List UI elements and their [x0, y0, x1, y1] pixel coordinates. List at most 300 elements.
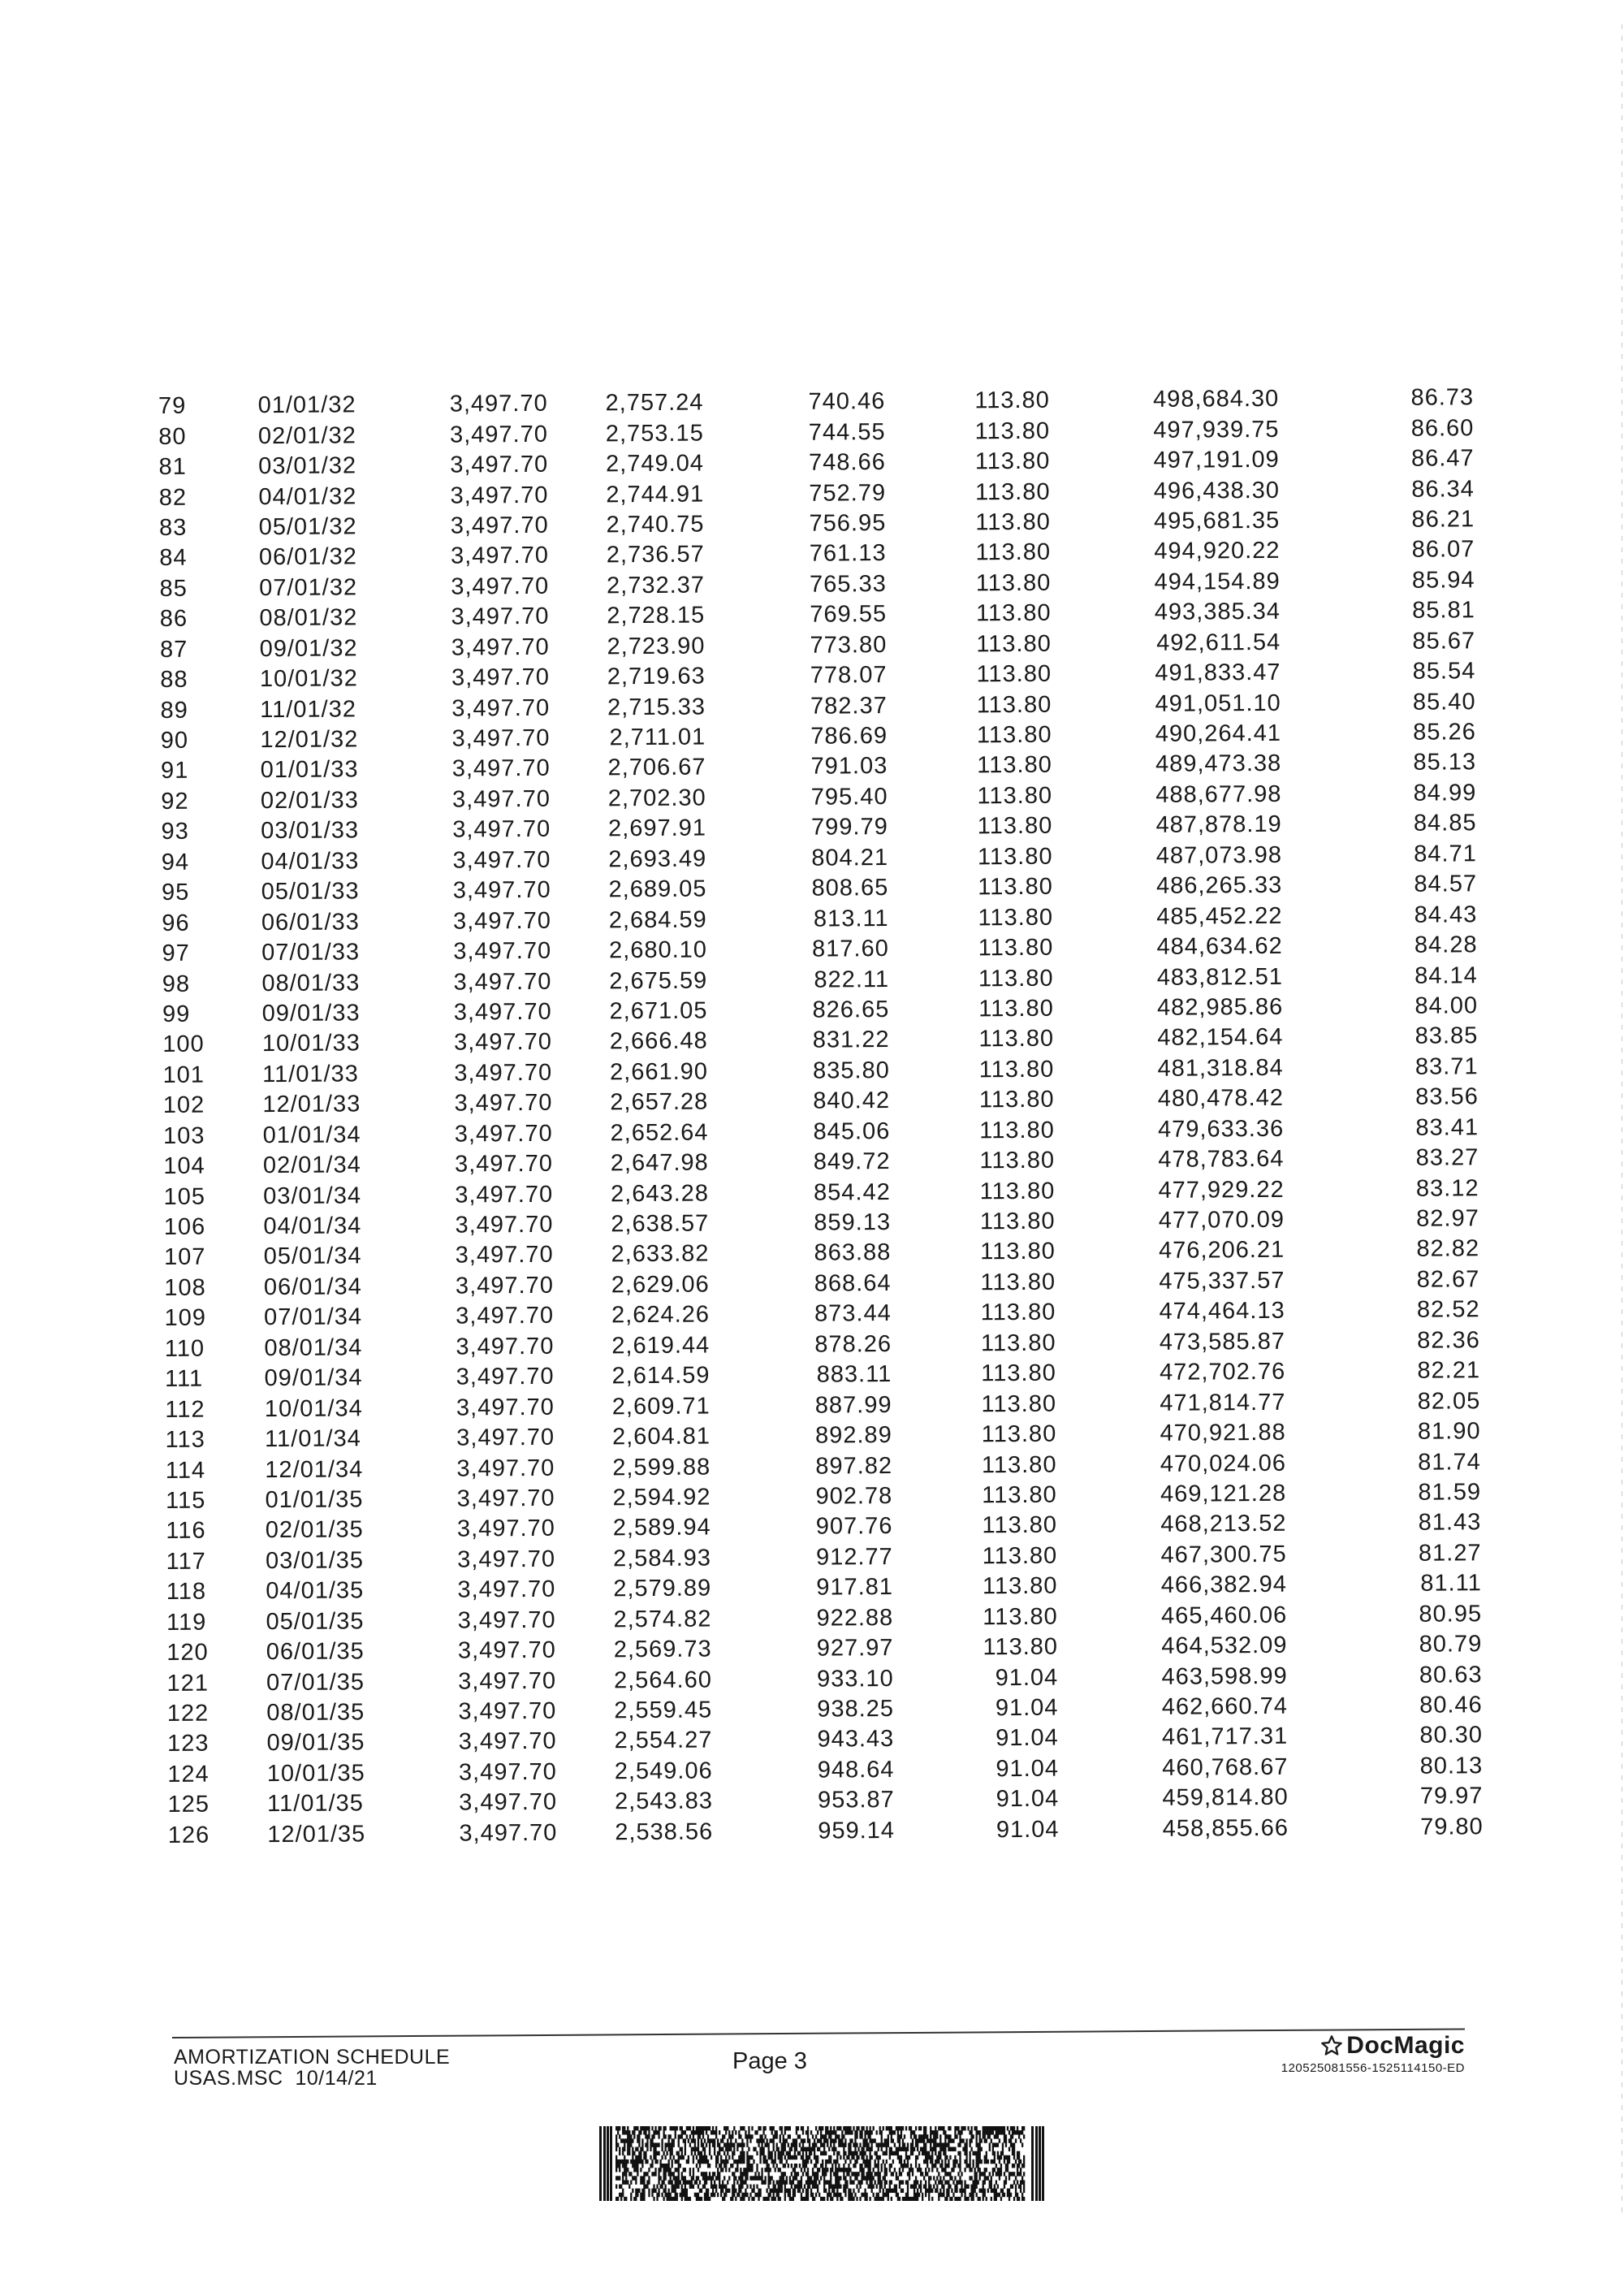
mortgage-insurance: 113.80 — [982, 1481, 1057, 1509]
interest-amount: 2,744.91 — [606, 481, 705, 508]
interest-amount: 2,657.28 — [610, 1088, 709, 1116]
ltv-percent: 82.21 — [1417, 1357, 1481, 1384]
ltv-percent: 84.43 — [1414, 901, 1478, 928]
payment-amount: 3,497.70 — [451, 633, 550, 661]
payment-amount: 3,497.70 — [450, 543, 550, 570]
principal-amount: 791.03 — [810, 753, 888, 780]
mortgage-insurance: 91.04 — [995, 1694, 1059, 1722]
ltv-percent: 82.67 — [1416, 1266, 1480, 1293]
mortgage-insurance: 113.80 — [978, 873, 1053, 901]
payment-date: 08/01/34 — [264, 1334, 363, 1361]
payment-date: 05/01/32 — [258, 513, 357, 541]
loan-balance: 466,382.94 — [1160, 1571, 1288, 1599]
payment-number: 107 — [163, 1244, 206, 1271]
payment-date: 07/01/32 — [259, 574, 358, 602]
interest-amount: 2,666.48 — [609, 1027, 708, 1055]
payment-amount: 3,497.70 — [455, 1272, 554, 1299]
payment-date: 02/01/35 — [265, 1516, 364, 1544]
mortgage-insurance: 113.80 — [978, 1026, 1055, 1053]
ltv-percent: 86.47 — [1410, 445, 1475, 472]
principal-amount: 804.21 — [811, 844, 889, 871]
mortgage-insurance: 113.80 — [982, 1512, 1058, 1539]
payment-amount: 3,497.70 — [450, 482, 549, 509]
interest-amount: 2,749.04 — [606, 450, 705, 478]
payment-number: 112 — [165, 1396, 205, 1423]
loan-balance: 491,833.47 — [1155, 659, 1281, 687]
principal-amount: 813.11 — [813, 905, 889, 932]
payment-amount: 3,497.70 — [458, 1728, 557, 1756]
payment-amount: 3,497.70 — [457, 1546, 556, 1573]
mortgage-insurance: 113.80 — [981, 1390, 1057, 1417]
star-outline-icon — [1320, 2034, 1343, 2057]
principal-amount: 948.64 — [817, 1756, 895, 1783]
ltv-percent: 85.26 — [1413, 719, 1476, 746]
payment-date: 06/01/32 — [258, 543, 357, 571]
ltv-percent: 86.34 — [1411, 475, 1475, 503]
payment-date: 06/01/35 — [266, 1638, 365, 1666]
loan-balance: 482,154.64 — [1157, 1024, 1284, 1052]
principal-amount: 744.55 — [808, 418, 886, 446]
mortgage-insurance: 113.80 — [978, 965, 1054, 992]
interest-amount: 2,757.24 — [605, 389, 704, 417]
loan-balance: 474,464.13 — [1159, 1298, 1285, 1325]
ltv-percent: 86.73 — [1410, 384, 1475, 411]
mortgage-insurance: 113.80 — [979, 1208, 1056, 1235]
payment-amount: 3,497.70 — [452, 907, 552, 935]
payment-date: 06/01/34 — [263, 1273, 362, 1301]
payment-amount: 3,497.70 — [459, 1789, 558, 1816]
loan-balance: 487,878.19 — [1155, 811, 1282, 839]
payment-number: 99 — [162, 1001, 191, 1027]
mortgage-insurance: 91.04 — [996, 1755, 1060, 1783]
interest-amount: 2,702.30 — [607, 785, 706, 812]
payment-date: 08/01/33 — [261, 969, 361, 996]
principal-amount: 959.14 — [818, 1817, 896, 1844]
footer-form-info — [174, 2047, 450, 2089]
schedule-rows — [158, 383, 1484, 1851]
loan-balance: 486,265.33 — [1155, 872, 1283, 900]
payment-date: 03/01/32 — [258, 452, 357, 480]
ltv-percent: 81.43 — [1418, 1509, 1482, 1537]
payment-amount: 3,497.70 — [454, 1120, 553, 1148]
loan-balance: 489,473.38 — [1155, 750, 1282, 778]
interest-amount: 2,693.49 — [608, 845, 707, 873]
ltv-percent: 86.60 — [1410, 414, 1475, 442]
interest-amount: 2,584.93 — [612, 1545, 712, 1572]
payment-number: 106 — [163, 1213, 206, 1241]
loan-balance: 485,452.22 — [1156, 902, 1283, 930]
interest-amount: 2,728.15 — [607, 602, 706, 629]
mortgage-insurance: 113.80 — [982, 1572, 1058, 1600]
payment-amount: 3,497.70 — [449, 421, 549, 448]
interest-amount: 2,643.28 — [610, 1180, 710, 1207]
payment-number: 82 — [158, 484, 188, 511]
loan-balance: 475,337.57 — [1159, 1267, 1285, 1295]
mortgage-insurance: 113.80 — [978, 995, 1054, 1022]
principal-amount: 765.33 — [810, 570, 887, 598]
mortgage-insurance: 113.80 — [979, 1178, 1056, 1204]
ltv-percent: 83.85 — [1415, 1022, 1479, 1050]
mortgage-insurance: 113.80 — [981, 1360, 1056, 1387]
mortgage-insurance: 113.80 — [977, 843, 1053, 871]
payment-number: 93 — [161, 819, 189, 845]
loan-balance: 477,929.22 — [1158, 1176, 1285, 1204]
loan-balance: 491,051.10 — [1155, 690, 1281, 717]
mortgage-insurance: 91.04 — [996, 1725, 1059, 1752]
principal-amount: 756.95 — [809, 510, 887, 537]
payment-date: 02/01/33 — [260, 787, 359, 815]
principal-amount: 917.81 — [816, 1574, 894, 1601]
ltv-percent: 80.30 — [1419, 1722, 1484, 1749]
payment-amount: 3,497.70 — [456, 1333, 555, 1360]
ltv-percent: 84.85 — [1413, 810, 1477, 837]
principal-amount: 831.22 — [812, 1027, 890, 1054]
payment-amount: 3,497.70 — [458, 1667, 557, 1695]
ltv-percent: 85.81 — [1412, 597, 1475, 625]
interest-amount: 2,599.88 — [612, 1454, 711, 1481]
payment-number: 97 — [162, 940, 190, 967]
payment-date: 02/01/32 — [257, 422, 356, 449]
payment-number: 100 — [162, 1031, 205, 1058]
payment-number: 85 — [159, 575, 188, 602]
mortgage-insurance: 113.80 — [978, 1056, 1055, 1083]
loan-balance: 473,585.87 — [1159, 1328, 1286, 1355]
payment-number: 121 — [166, 1670, 209, 1697]
payment-amount: 3,497.70 — [451, 573, 550, 600]
payment-date: 05/01/34 — [263, 1243, 362, 1270]
payment-date: 11/01/34 — [265, 1425, 361, 1453]
mortgage-insurance: 113.80 — [977, 782, 1053, 810]
mortgage-insurance: 113.80 — [981, 1420, 1057, 1448]
loan-balance: 480,478.42 — [1157, 1085, 1285, 1113]
loan-balance: 494,154.89 — [1154, 568, 1281, 595]
ltv-percent: 84.71 — [1414, 841, 1477, 867]
principal-amount: 912.77 — [815, 1543, 893, 1571]
payment-amount: 3,497.70 — [457, 1576, 556, 1603]
interest-amount: 2,579.89 — [613, 1575, 712, 1602]
payment-number: 116 — [166, 1518, 206, 1545]
interest-amount: 2,671.05 — [609, 997, 708, 1025]
payment-amount: 3,497.70 — [451, 724, 551, 752]
principal-amount: 822.11 — [814, 966, 890, 993]
loan-balance: 487,073.98 — [1155, 841, 1283, 869]
principal-amount: 883.11 — [816, 1361, 892, 1388]
ltv-percent: 84.57 — [1414, 871, 1478, 897]
payment-amount: 3,497.70 — [458, 1697, 557, 1725]
mortgage-insurance: 113.80 — [976, 691, 1052, 718]
ltv-percent: 85.94 — [1411, 567, 1475, 594]
principal-amount: 854.42 — [813, 1178, 891, 1206]
payment-date: 10/01/32 — [259, 665, 358, 693]
ltv-percent: 84.99 — [1413, 780, 1477, 806]
payment-amount: 3,497.70 — [456, 1485, 555, 1512]
ltv-percent: 85.54 — [1412, 658, 1476, 685]
loan-balance: 468,213.52 — [1160, 1511, 1287, 1538]
loan-balance: 493,385.34 — [1154, 599, 1281, 626]
payment-date: 09/01/33 — [261, 1000, 361, 1027]
payment-date: 09/01/34 — [264, 1364, 363, 1392]
payment-date: 05/01/33 — [261, 878, 360, 906]
payment-date: 12/01/34 — [265, 1455, 364, 1483]
mortgage-insurance: 113.80 — [976, 660, 1052, 688]
interest-amount: 2,661.90 — [609, 1058, 709, 1086]
payment-date: 11/01/35 — [266, 1790, 364, 1818]
interest-amount: 2,675.59 — [609, 967, 708, 994]
payment-date: 09/01/32 — [259, 635, 358, 662]
payment-number: 95 — [161, 879, 190, 906]
loan-balance: 497,191.09 — [1153, 446, 1280, 473]
payment-number: 126 — [167, 1822, 210, 1848]
principal-amount: 933.10 — [816, 1665, 894, 1693]
mortgage-insurance: 113.80 — [983, 1603, 1058, 1631]
loan-balance: 467,300.75 — [1160, 1541, 1287, 1568]
loan-balance: 488,677.98 — [1155, 780, 1282, 808]
principal-amount: 808.65 — [811, 875, 889, 901]
payment-amount: 3,497.70 — [454, 1059, 553, 1087]
payment-number: 118 — [166, 1578, 207, 1606]
payment-date: 01/01/33 — [260, 756, 359, 784]
interest-amount: 2,554.27 — [614, 1727, 713, 1754]
ltv-percent: 82.05 — [1417, 1387, 1481, 1415]
payment-number: 103 — [162, 1122, 205, 1149]
payment-date: 07/01/34 — [264, 1303, 363, 1331]
payment-amount: 3,497.70 — [456, 1455, 555, 1482]
principal-amount: 878.26 — [814, 1330, 892, 1358]
payment-number: 96 — [162, 910, 190, 936]
principal-amount: 868.64 — [814, 1269, 892, 1297]
payment-number: 105 — [163, 1183, 206, 1210]
mortgage-insurance: 113.80 — [975, 539, 1052, 566]
payment-number: 98 — [162, 971, 191, 997]
mortgage-insurance: 113.80 — [974, 417, 1051, 444]
payment-date: 11/01/33 — [262, 1061, 359, 1088]
ltv-percent: 82.82 — [1416, 1235, 1480, 1263]
payment-number: 86 — [159, 606, 188, 633]
principal-amount: 769.55 — [810, 601, 888, 628]
payment-number: 111 — [164, 1365, 204, 1393]
ltv-percent: 84.28 — [1414, 932, 1478, 958]
payment-date: 12/01/32 — [260, 726, 359, 754]
payment-number: 101 — [162, 1061, 205, 1088]
ltv-percent: 80.13 — [1419, 1753, 1484, 1779]
loan-balance: 495,681.35 — [1153, 507, 1281, 534]
payment-number: 125 — [167, 1791, 210, 1818]
mortgage-insurance: 113.80 — [979, 1117, 1055, 1144]
payment-number: 91 — [160, 758, 189, 785]
interest-amount: 2,569.73 — [613, 1636, 712, 1663]
payment-amount: 3,497.70 — [450, 451, 549, 478]
mortgage-insurance: 113.80 — [980, 1269, 1056, 1296]
loan-balance: 461,717.31 — [1161, 1723, 1289, 1751]
mortgage-insurance: 113.80 — [978, 1086, 1055, 1113]
interest-amount: 2,574.82 — [613, 1606, 712, 1633]
principal-amount: 892.89 — [814, 1422, 892, 1449]
loan-balance: 498,684.30 — [1152, 386, 1280, 413]
principal-amount: 748.66 — [809, 449, 886, 476]
payment-amount: 3,497.70 — [451, 694, 551, 722]
payment-amount: 3,497.70 — [452, 816, 551, 843]
interest-amount: 2,609.71 — [611, 1393, 710, 1420]
mortgage-insurance: 113.80 — [978, 904, 1054, 931]
payment-amount: 3,497.70 — [457, 1606, 556, 1634]
payment-number: 114 — [165, 1457, 206, 1484]
payment-date: 10/01/33 — [261, 1030, 361, 1057]
payment-number: 80 — [158, 423, 187, 450]
interest-amount: 2,753.15 — [605, 420, 704, 447]
ltv-percent: 85.67 — [1412, 627, 1476, 655]
interest-amount: 2,564.60 — [613, 1667, 713, 1693]
payment-date: 06/01/33 — [261, 909, 360, 936]
ltv-percent: 86.21 — [1411, 506, 1475, 533]
principal-amount: 938.25 — [817, 1696, 895, 1723]
ltv-percent: 85.13 — [1413, 749, 1477, 776]
payment-amount: 3,497.70 — [450, 512, 549, 539]
mortgage-insurance: 113.80 — [979, 1147, 1056, 1174]
payment-date: 12/01/35 — [267, 1821, 366, 1848]
payment-amount: 3,497.70 — [454, 1090, 553, 1117]
payment-number: 92 — [161, 788, 189, 815]
interest-amount: 2,719.63 — [607, 663, 706, 690]
principal-amount: 817.60 — [811, 936, 889, 962]
interest-amount: 2,647.98 — [610, 1149, 709, 1177]
payment-date: 04/01/33 — [261, 848, 360, 875]
loan-balance: 470,024.06 — [1160, 1450, 1287, 1477]
payment-number: 110 — [164, 1335, 205, 1362]
ltv-percent: 81.27 — [1418, 1540, 1482, 1567]
mortgage-insurance: 113.80 — [982, 1542, 1058, 1570]
payment-number: 87 — [160, 636, 188, 663]
loan-balance: 472,702.76 — [1159, 1359, 1286, 1386]
payment-number: 84 — [159, 545, 188, 572]
loan-balance: 464,532.09 — [1161, 1632, 1288, 1659]
principal-amount: 752.79 — [809, 479, 887, 507]
payment-number: 102 — [162, 1092, 205, 1119]
payment-number: 117 — [166, 1548, 206, 1575]
payment-date: 01/01/34 — [262, 1122, 361, 1148]
interest-amount: 2,619.44 — [611, 1332, 710, 1360]
ltv-percent: 80.63 — [1419, 1661, 1483, 1688]
payment-amount: 3,497.70 — [457, 1636, 556, 1664]
loan-balance: 469,121.28 — [1160, 1480, 1287, 1507]
payment-date: 04/01/35 — [266, 1577, 365, 1605]
loan-balance: 483,812.51 — [1156, 963, 1284, 991]
payment-date: 08/01/32 — [259, 604, 358, 632]
payment-amount: 3,497.70 — [453, 1029, 553, 1057]
form-code-date: USAS.MSC 10/14/21 — [174, 2067, 378, 2090]
payment-amount: 3,497.70 — [451, 785, 551, 813]
principal-amount: 826.65 — [812, 996, 890, 1023]
payment-amount: 3,497.70 — [451, 603, 550, 630]
payment-date: 03/01/34 — [263, 1182, 362, 1209]
mortgage-insurance: 113.80 — [974, 447, 1051, 475]
principal-amount: 943.43 — [817, 1726, 895, 1753]
payment-number: 119 — [166, 1609, 207, 1636]
payment-date: 03/01/33 — [261, 817, 360, 845]
loan-balance: 478,783.64 — [1158, 1145, 1285, 1174]
mortgage-insurance: 113.80 — [981, 1451, 1057, 1478]
principal-amount: 840.42 — [813, 1087, 891, 1114]
principal-amount: 953.87 — [817, 1787, 895, 1814]
payment-date: 01/01/35 — [265, 1486, 364, 1514]
interest-amount: 2,711.01 — [609, 724, 706, 751]
ltv-percent: 83.27 — [1415, 1144, 1479, 1171]
payment-date: 03/01/35 — [266, 1547, 365, 1574]
mortgage-insurance: 91.04 — [996, 1816, 1060, 1843]
barcode-2d — [599, 2126, 1044, 2201]
payment-amount: 3,497.70 — [456, 1424, 555, 1451]
ltv-percent: 82.52 — [1416, 1296, 1480, 1324]
principal-amount: 761.13 — [809, 540, 887, 568]
mortgage-insurance: 91.04 — [995, 1664, 1059, 1691]
interest-amount: 2,604.81 — [611, 1423, 711, 1450]
payment-number: 90 — [160, 727, 189, 754]
loan-balance: 470,921.88 — [1160, 1419, 1286, 1446]
loan-balance: 462,660.74 — [1161, 1693, 1289, 1720]
ltv-percent: 86.07 — [1411, 536, 1475, 564]
loan-balance: 460,768.67 — [1162, 1753, 1289, 1781]
interest-amount: 2,684.59 — [608, 906, 707, 933]
interest-amount: 2,740.75 — [606, 511, 705, 538]
interest-amount: 2,689.05 — [608, 875, 707, 903]
payment-date: 04/01/34 — [263, 1213, 362, 1240]
payment-date: 01/01/32 — [257, 391, 356, 419]
principal-amount: 799.79 — [810, 814, 888, 841]
mortgage-insurance: 113.80 — [977, 752, 1052, 779]
mortgage-insurance: 113.80 — [980, 1329, 1056, 1357]
loan-balance: 476,206.21 — [1158, 1237, 1285, 1265]
payment-date: 07/01/35 — [266, 1668, 365, 1696]
interest-amount: 2,614.59 — [611, 1362, 710, 1390]
principal-amount: 907.76 — [815, 1513, 893, 1541]
payment-date: 10/01/35 — [266, 1760, 365, 1788]
payment-number: 108 — [164, 1274, 206, 1301]
payment-amount: 3,497.70 — [449, 391, 548, 417]
ltv-percent: 80.79 — [1419, 1631, 1483, 1658]
mortgage-insurance: 113.80 — [974, 478, 1051, 505]
payment-number: 124 — [167, 1761, 209, 1788]
interest-amount: 2,549.06 — [614, 1757, 713, 1785]
loan-balance: 459,814.80 — [1162, 1784, 1289, 1812]
loan-balance: 465,460.06 — [1160, 1602, 1288, 1629]
interest-amount: 2,706.67 — [607, 754, 706, 781]
payment-number: 104 — [163, 1152, 205, 1180]
ltv-percent: 82.36 — [1417, 1327, 1480, 1354]
payment-number: 109 — [164, 1304, 207, 1332]
payment-number: 113 — [165, 1426, 205, 1454]
principal-amount: 927.97 — [816, 1635, 894, 1662]
interest-amount: 2,629.06 — [611, 1271, 710, 1299]
payment-amount: 3,497.70 — [453, 937, 552, 965]
principal-amount: 873.44 — [814, 1300, 892, 1328]
payment-amount: 3,497.70 — [452, 877, 551, 904]
principal-amount: 897.82 — [815, 1452, 893, 1480]
principal-amount: 922.88 — [816, 1604, 894, 1632]
payment-amount: 3,497.70 — [455, 1242, 554, 1269]
mortgage-insurance: 91.04 — [996, 1786, 1060, 1813]
mortgage-insurance: 113.80 — [976, 721, 1052, 749]
loan-balance: 458,855.66 — [1162, 1814, 1289, 1842]
interest-amount: 2,697.91 — [607, 815, 707, 842]
interest-amount: 2,559.45 — [614, 1697, 713, 1724]
payment-date: 08/01/35 — [266, 1699, 365, 1727]
payment-amount: 3,497.70 — [458, 1758, 557, 1786]
payment-amount: 3,497.70 — [451, 664, 551, 691]
loan-balance: 497,939.75 — [1153, 416, 1280, 443]
loan-balance: 490,264.41 — [1155, 720, 1282, 747]
mortgage-insurance: 113.80 — [975, 599, 1052, 627]
principal-amount: 863.88 — [814, 1239, 892, 1267]
ltv-percent: 83.41 — [1415, 1113, 1479, 1141]
